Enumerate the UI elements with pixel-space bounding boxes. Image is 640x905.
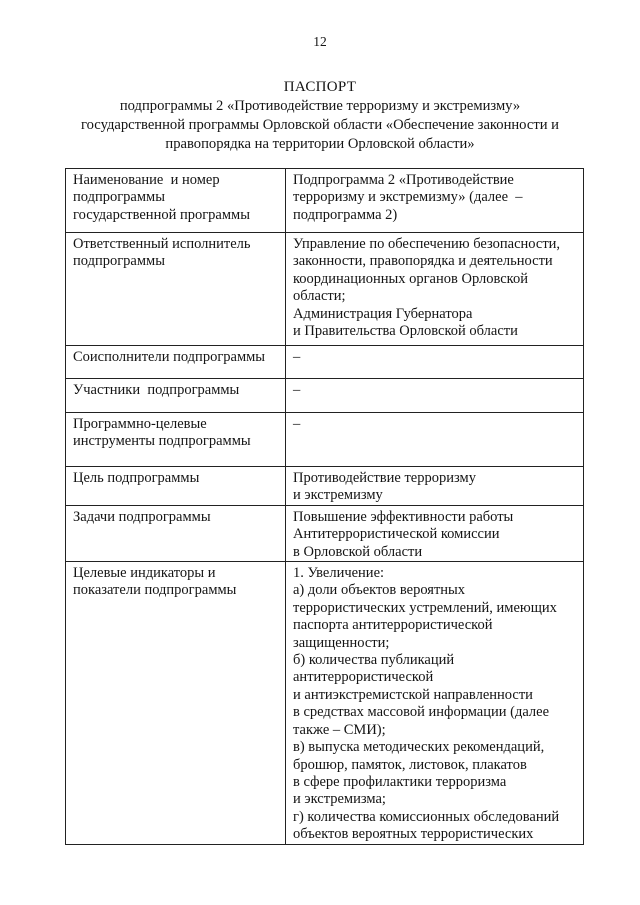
row-value: Подпрограмма 2 «Противодействие терроризму и экстремизму» (далее – подпрограмма 2) (286, 169, 584, 233)
row-value: Повышение эффективности работы Антитеррористической комиссии в Орловской области (286, 505, 584, 561)
row-value: Управление по обеспечению безопасности, законности, правопорядка и деятельности координационных органов Орловской области; Администрация Губернатора и Правительства Орловской области (286, 233, 584, 346)
row-value: – (286, 346, 584, 379)
row-value: – (286, 413, 584, 467)
subtitle-line-2: государственной программы Орловской области «Обеспечение законности и (81, 117, 559, 133)
subtitle-line-1: подпрограммы 2 «Противодействие терроризму и экстремизму» (119, 98, 521, 114)
row-value: Противодействие терроризму и экстремизму (286, 467, 584, 506)
row-label: Ответственный исполнитель подпрограммы (66, 233, 286, 346)
page-number: 12 (313, 34, 327, 49)
row-value: – (286, 379, 584, 413)
row-value: 1. Увеличение: а) доли объектов вероятных террористических устремлений, имеющих паспорта антитеррористической защищенности; б) количества публикаций антитеррористической и антиэкстремистской направленности в средствах массовой информации (далее также – СМИ); в) выпуска методических рекомендаций, брошюр, памяток, листовок, плакатов в сфере профилактики терроризма и экстремизма; г) количества комиссионных обследований объектов вероятных террористических (286, 562, 584, 845)
row-label: Соисполнители подпрограммы (66, 346, 286, 379)
row-label: Программно-целевые инструменты подпрограммы (66, 413, 286, 467)
row-label: Задачи подпрограммы (66, 505, 286, 561)
row-label: Цель подпрограммы (66, 467, 286, 506)
document-title: ПАСПОРТ (283, 79, 357, 95)
table-row (66, 467, 584, 506)
row-label: Целевые индикаторы и показатели подпрограммы (66, 562, 286, 845)
table-row (66, 346, 584, 379)
passport-header (0, 78, 640, 154)
table-row (66, 505, 584, 561)
table-row (66, 413, 584, 467)
passport-table (65, 168, 584, 845)
row-label: Наименование и номер подпрограммы государственной программы (66, 169, 286, 233)
table-row (66, 562, 584, 845)
table-row (66, 233, 584, 346)
row-label: Участники подпрограммы (66, 379, 286, 413)
table-row (66, 169, 584, 233)
subtitle-line-3: правопорядка на территории Орловской области» (165, 136, 475, 152)
table-row (66, 379, 584, 413)
